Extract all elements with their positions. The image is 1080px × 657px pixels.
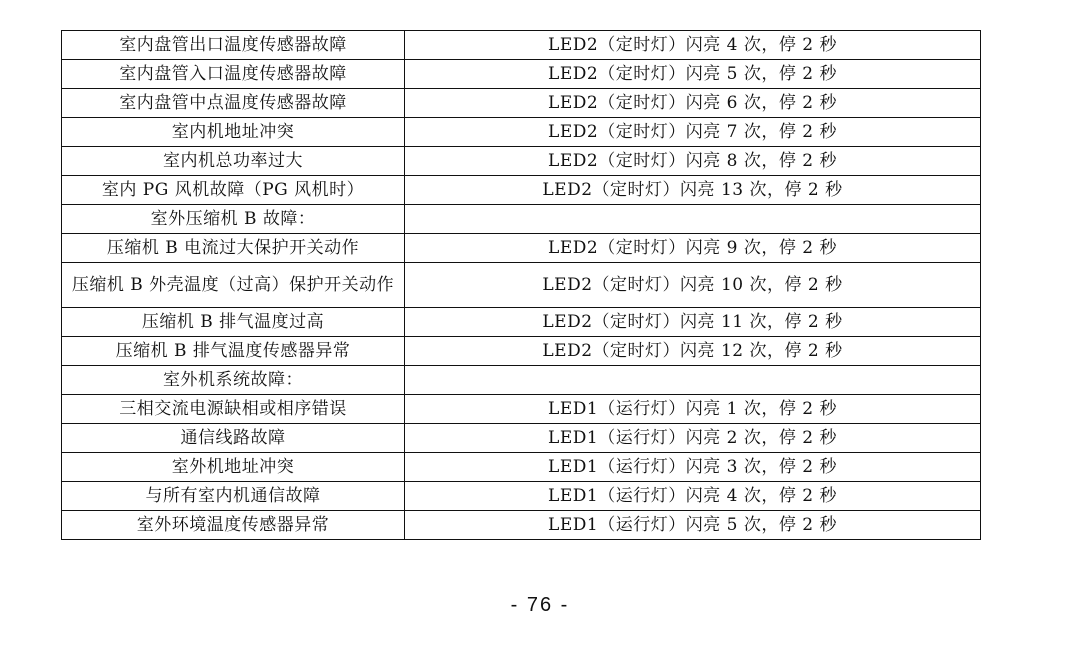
table-row xyxy=(62,89,981,118)
fault-description-cell: 压缩机 B 电流过大保护开关动作 xyxy=(62,234,405,263)
page-number: - 76 - xyxy=(510,594,570,616)
led-indicator-cell: LED2（定时灯）闪亮 11 次，停 2 秒 xyxy=(405,308,981,337)
fault-description-cell: 通信线路故障 xyxy=(62,424,405,453)
led-indicator-cell: LED2（定时灯）闪亮 6 次，停 2 秒 xyxy=(405,89,981,118)
led-indicator-cell: LED2（定时灯）闪亮 4 次，停 2 秒 xyxy=(405,31,981,60)
fault-description-cell: 与所有室内机通信故障 xyxy=(62,482,405,511)
led-indicator-cell: LED1（运行灯）闪亮 2 次，停 2 秒 xyxy=(405,424,981,453)
table-row xyxy=(62,482,981,511)
fault-code-table xyxy=(61,30,981,540)
fault-group-heading-cell: 室外机系统故障： xyxy=(62,366,405,395)
fault-group-heading-cell: 室外压缩机 B 故障： xyxy=(62,205,405,234)
fault-description-cell: 压缩机 B 排气温度过高 xyxy=(62,308,405,337)
led-indicator-cell: LED2（定时灯）闪亮 8 次，停 2 秒 xyxy=(405,147,981,176)
table-row xyxy=(62,337,981,366)
fault-description-cell: 室内机地址冲突 xyxy=(62,118,405,147)
led-indicator-cell xyxy=(405,366,981,395)
fault-description-cell: 压缩机 B 排气温度传感器异常 xyxy=(62,337,405,366)
table-row xyxy=(62,453,981,482)
led-indicator-cell: LED1（运行灯）闪亮 1 次，停 2 秒 xyxy=(405,395,981,424)
led-indicator-cell: LED2（定时灯）闪亮 5 次，停 2 秒 xyxy=(405,60,981,89)
led-indicator-cell: LED2（定时灯）闪亮 13 次，停 2 秒 xyxy=(405,176,981,205)
table-row xyxy=(62,118,981,147)
led-indicator-cell: LED1（运行灯）闪亮 3 次，停 2 秒 xyxy=(405,453,981,482)
table-row xyxy=(62,424,981,453)
fault-description-cell: 室内盘管中点温度传感器故障 xyxy=(62,89,405,118)
table-row xyxy=(62,234,981,263)
table-row xyxy=(62,308,981,337)
fault-description-cell: 室外环境温度传感器异常 xyxy=(62,511,405,540)
table-row xyxy=(62,511,981,540)
led-indicator-cell: LED1（运行灯）闪亮 5 次，停 2 秒 xyxy=(405,511,981,540)
fault-description-cell: 室内 PG 风机故障（PG 风机时） xyxy=(62,176,405,205)
led-indicator-cell: LED2（定时灯）闪亮 12 次，停 2 秒 xyxy=(405,337,981,366)
table-row xyxy=(62,31,981,60)
led-indicator-cell: LED2（定时灯）闪亮 7 次，停 2 秒 xyxy=(405,118,981,147)
table-row xyxy=(62,176,981,205)
led-indicator-cell: LED1（运行灯）闪亮 4 次，停 2 秒 xyxy=(405,482,981,511)
table-row xyxy=(62,395,981,424)
fault-description-cell: 室内机总功率过大 xyxy=(62,147,405,176)
fault-description-cell: 室外机地址冲突 xyxy=(62,453,405,482)
table-row xyxy=(62,263,981,308)
table-row xyxy=(62,366,981,395)
fault-description-cell: 室内盘管出口温度传感器故障 xyxy=(62,31,405,60)
fault-description-cell: 三相交流电源缺相或相序错误 xyxy=(62,395,405,424)
table-row xyxy=(62,147,981,176)
led-indicator-cell: LED2（定时灯）闪亮 10 次，停 2 秒 xyxy=(405,263,981,308)
led-indicator-cell: LED2（定时灯）闪亮 9 次，停 2 秒 xyxy=(405,234,981,263)
table-row xyxy=(62,60,981,89)
table-row xyxy=(62,205,981,234)
fault-description-cell: 室内盘管入口温度传感器故障 xyxy=(62,60,405,89)
led-indicator-cell xyxy=(405,205,981,234)
fault-description-cell: 压缩机 B 外壳温度（过高）保护开关动作 xyxy=(62,263,405,308)
